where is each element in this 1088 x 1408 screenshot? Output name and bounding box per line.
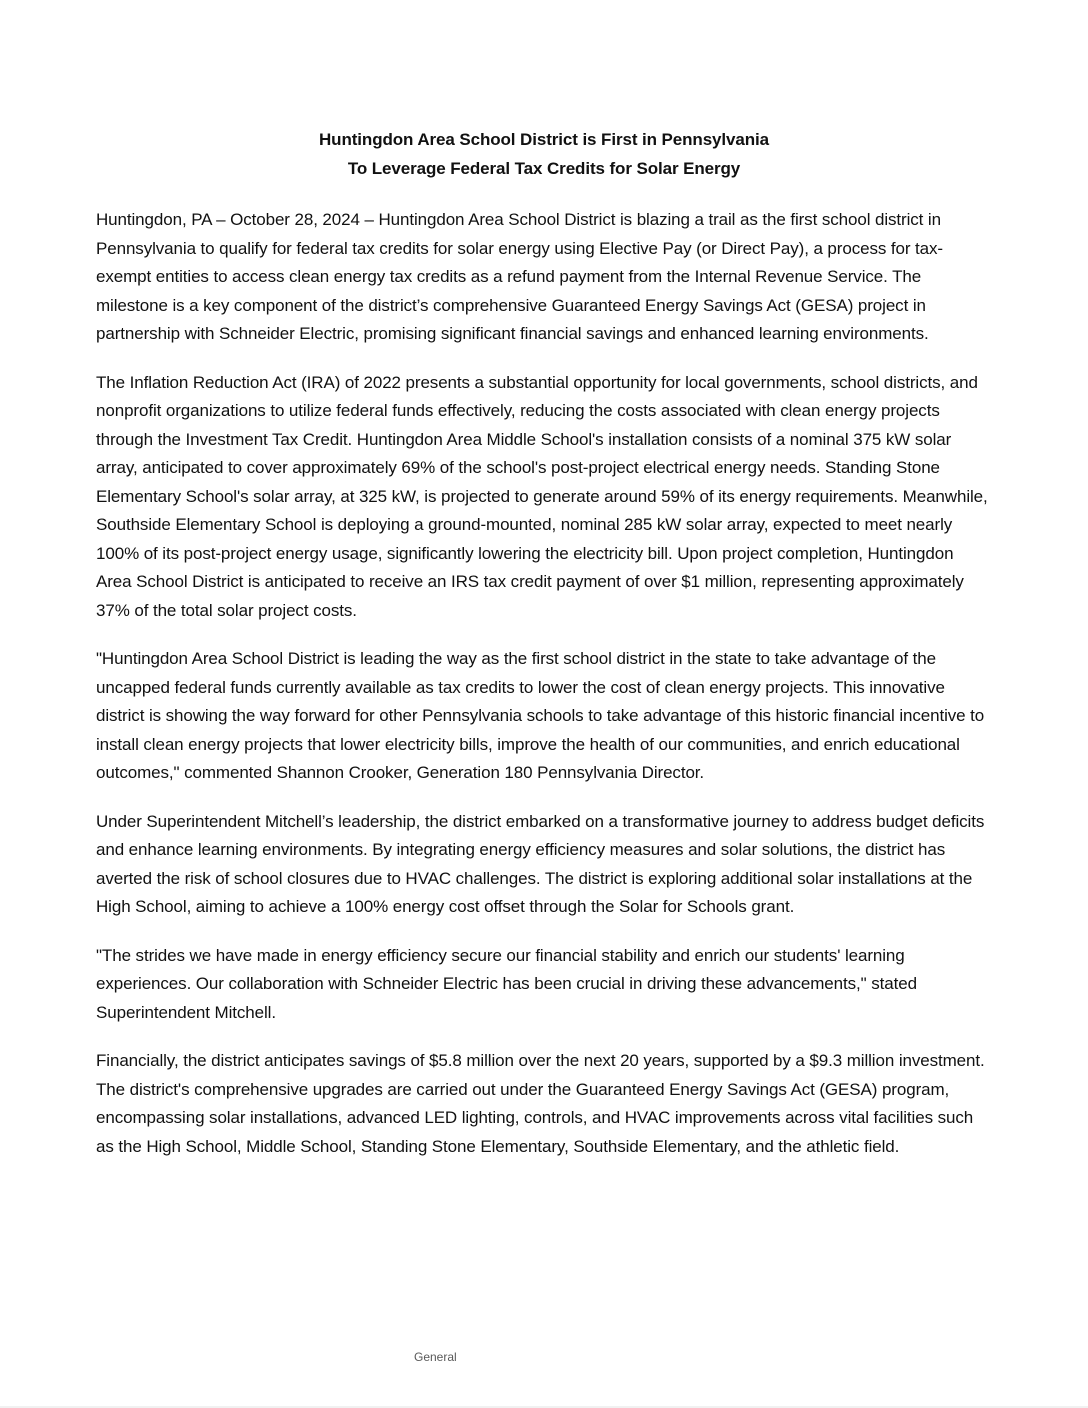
paragraph-financial-summary: Financially, the district anticipates savings of $5.8 million over the next 20 years, supported by a $9.3 million investment. The district's comprehensive upgrades are carried out under the Guaranteed Energy Savings Act (GESA) program, encompassing solar installations, advanced LED lighting, controls, and HVAC improvements across vital facilities such as the High School, Middle School, Standing Stone Elementary, Southside Elementary, and the athletic field. [96, 1051, 985, 1156]
paragraph-ira-details: The Inflation Reduction Act (IRA) of 2022 presents a substantial opportunity for local governments, school districts, and nonprofit organizations to utilize federal funds effectively, reducing the costs associated with clean energy projects through the Investment Tax Credit. Huntingdon Area Middle School's installation consists of a nominal 375 kW solar array, anticipated to cover approximately 69% of the school's post-project electrical energy needs. Standing Stone Elementary School's solar array, at 325 kW, is projected to generate around 59% of its energy requirements. Meanwhile, Southside Elementary School is deploying a ground-mounted, nominal 285 kW solar array, expected to meet nearly 100% of its post-project energy usage, significantly lowering the electricity bill. Upon project completion, Huntingdon Area School District is anticipated to receive an IRS tax credit payment of over $1 million, representing approximately 37% of the total solar project costs. [96, 372, 988, 620]
paragraph-dateline-intro: Huntingdon, PA – October 28, 2024 – Huntingdon Area School District is blazing a trail as the first school district in Pennsylvania to qualify for federal tax credits for solar energy using Elective Pay (or Direct Pay), a process for tax-exempt entities to access clean energy tax credits as a refund payment from the Internal Revenue Service. The milestone is a key component of the district’s comprehensive Guaranteed Energy Savings Act (GESA) project in partnership with Schneider Electric, promising significant financial savings and enhanced learning environments. [96, 210, 943, 343]
title-line-2: To Leverage Federal Tax Credits for Solar Energy [347, 158, 741, 178]
document-body [96, 126, 992, 1181]
document-title [96, 126, 992, 183]
title-line-1: Huntingdon Area School District is First in Pennsylvania [318, 130, 769, 149]
paragraph-superintendent-leadership: Under Superintendent Mitchell’s leadership, the district embarked on a transformative journey to address budget deficits and enhance learning environments. By integrating energy efficiency measures and solar solutions, the district has averted the risk of school closures due to HVAC challenges. The district is exploring additional solar installations at the High School, aiming to achieve a 100% energy cost offset through the Solar for Schools grant. [96, 811, 985, 916]
paragraph-crooker-quote: "Huntingdon Area School District is leading the way as the first school district in the state to take advantage of the uncapped federal funds currently available as tax credits to lower the cost of clean energy projects. This innovative district is showing the way forward for other Pennsylvania schools to take advantage of this historic financial incentive to install clean energy projects that lower electricity bills, improve the health of our communities, and enrich educational outcomes," commented Shannon Crooker, Generation 180 Pennsylvania Director. [96, 649, 985, 782]
paragraph-mitchell-quote: "The strides we have made in energy efficiency secure our financial stability and enrich our students' learning experiences. Our collaboration with Schneider Electric has been crucial in driving these advancements," stated Superintendent Mitchell. [96, 945, 917, 1022]
sensitivity-label: General [414, 1350, 457, 1364]
